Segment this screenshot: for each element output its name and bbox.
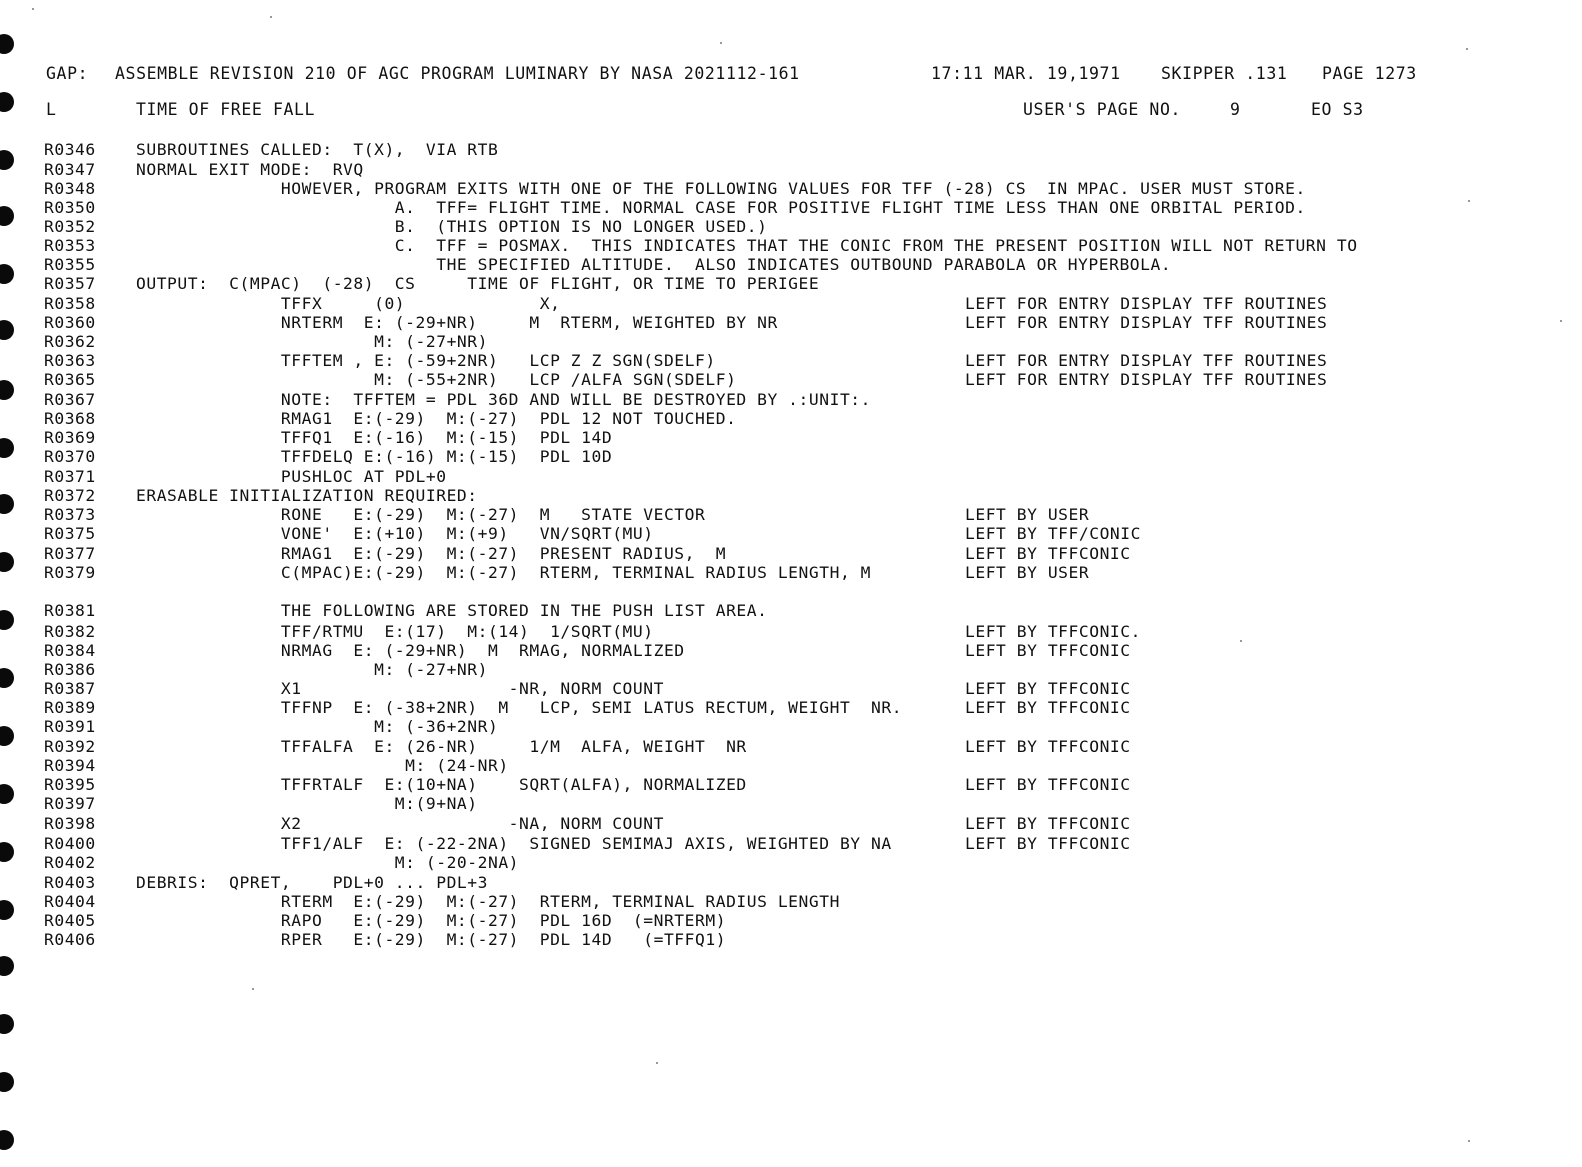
- line-number: R0375: [44, 524, 96, 543]
- line-number: R0346: [44, 140, 96, 159]
- listing-line: [44, 775, 1544, 795]
- listing-line: [44, 217, 1544, 237]
- listing-line: [44, 179, 1544, 199]
- binder-hole: [0, 1130, 14, 1150]
- line-comment: LEFT BY TFFCONIC: [965, 679, 1131, 698]
- binder-hole: [0, 92, 14, 112]
- line-number: R0379: [44, 563, 96, 582]
- line-text: M: (-36+2NR): [136, 717, 499, 736]
- listing-line: [44, 370, 1544, 390]
- line-text: X2 -NA, NORM COUNT: [136, 814, 664, 833]
- line-text: VONE' E:(+10) M:(+9) VN/SQRT(MU): [136, 524, 654, 543]
- line-text: RPER E:(-29) M:(-27) PDL 14D (=TFFQ1): [136, 930, 727, 949]
- line-text: NOTE: TFFTEM = PDL 36D AND WILL BE DESTROYED BY .:UNIT:.: [136, 390, 872, 409]
- line-text: C. TFF = POSMAX. THIS INDICATES THAT THE CONIC FROM THE PRESENT POSITION WILL NOT RETURN TO: [136, 236, 1358, 255]
- listing-line: [44, 563, 1544, 583]
- speck: [32, 8, 34, 10]
- binder-hole: [0, 726, 14, 746]
- line-comment: LEFT BY TFF/CONIC: [965, 524, 1141, 543]
- speck: [1466, 48, 1468, 50]
- line-number: R0403: [44, 873, 96, 892]
- line-number: R0400: [44, 834, 96, 853]
- line-text: M: (-55+2NR) LCP /ALFA SGN(SDELF): [136, 370, 737, 389]
- line-text: TFFX (0) X,: [136, 294, 561, 313]
- line-number: R0367: [44, 390, 96, 409]
- speck: [252, 988, 254, 990]
- listing-line: [44, 467, 1544, 487]
- line-number: R0347: [44, 160, 96, 179]
- listing-line: [44, 313, 1544, 333]
- line-text: TFFTEM , E: (-59+2NR) LCP Z Z SGN(SDELF): [136, 351, 716, 370]
- listing-line: [44, 332, 1544, 352]
- binder-hole: [0, 784, 14, 804]
- line-number: R0352: [44, 217, 96, 236]
- line-number: R0384: [44, 641, 96, 660]
- listing-line: [44, 853, 1544, 873]
- line-text: M: (-27+NR): [136, 660, 488, 679]
- line-text: TFF/RTMU E:(17) M:(14) 1/SQRT(MU): [136, 622, 654, 641]
- speck: [1468, 1140, 1470, 1142]
- line-text: TFFNP E: (-38+2NR) M LCP, SEMI LATUS RECTUM, WEIGHT NR.: [136, 698, 903, 717]
- line-text: SUBROUTINES CALLED: T(X), VIA RTB: [136, 140, 499, 159]
- line-text: B. (THIS OPTION IS NO LONGER USED.): [136, 217, 768, 236]
- listing-line: [44, 294, 1544, 314]
- line-text: M:(9+NA): [136, 794, 478, 813]
- line-text: RONE E:(-29) M:(-27) M STATE VECTOR: [136, 505, 706, 524]
- line-comment: LEFT BY TFFCONIC: [965, 544, 1131, 563]
- listing-line: [44, 814, 1544, 834]
- mark: L: [46, 100, 57, 119]
- section-header: [46, 100, 1546, 122]
- line-text: NRMAG E: (-29+NR) M RMAG, NORMALIZED: [136, 641, 685, 660]
- binder-hole: [0, 34, 14, 54]
- binder-hole: [0, 320, 14, 340]
- listing-line: [44, 717, 1544, 737]
- line-comment: LEFT BY TFFCONIC: [965, 737, 1131, 756]
- listing-line: [44, 409, 1544, 429]
- line-comment: LEFT BY TFFCONIC.: [965, 622, 1141, 641]
- line-comment: LEFT BY TFFCONIC: [965, 698, 1131, 717]
- binder-hole: [0, 264, 14, 284]
- listing-line: [44, 834, 1544, 854]
- line-text: OUTPUT: C(MPAC) (-28) CS TIME OF FLIGHT, OR TIME TO PERIGEE: [136, 274, 820, 293]
- line-number: R0406: [44, 930, 96, 949]
- line-text: NRTERM E: (-29+NR) M RTERM, WEIGHTED BY NR: [136, 313, 778, 332]
- binder-hole: [0, 150, 14, 170]
- line-number: R0357: [44, 274, 96, 293]
- line-number: R0368: [44, 409, 96, 428]
- speck: [656, 1062, 658, 1064]
- listing-line: [44, 873, 1544, 893]
- line-text: TFFALFA E: (26-NR) 1/M ALFA, WEIGHT NR: [136, 737, 747, 756]
- listing-line: [44, 140, 1544, 160]
- listing-line: [44, 160, 1544, 180]
- binder-hole: [0, 842, 14, 862]
- listing-title: ASSEMBLE REVISION 210 OF AGC PROGRAM LUMINARY BY NASA 2021112-161: [115, 64, 800, 83]
- binder-hole: [0, 610, 14, 630]
- line-comment: LEFT BY TFFCONIC: [965, 814, 1131, 833]
- line-number: R0382: [44, 622, 96, 641]
- line-number: R0370: [44, 447, 96, 466]
- speck: [1560, 320, 1562, 322]
- listing-line: [44, 505, 1544, 525]
- listing-line: [44, 756, 1544, 776]
- listing-line: [44, 428, 1544, 448]
- listing-line: [44, 255, 1544, 275]
- timestamp: 17:11 MAR. 19,1971: [931, 64, 1121, 83]
- speck: [270, 16, 272, 18]
- listing-line: [44, 660, 1544, 680]
- binder-hole: [0, 552, 14, 572]
- line-number: R0404: [44, 892, 96, 911]
- line-text: ERASABLE INITIALIZATION REQUIRED:: [136, 486, 478, 505]
- line-number: R0386: [44, 660, 96, 679]
- line-text: M: (-27+NR): [136, 332, 488, 351]
- line-text: RMAG1 E:(-29) M:(-27) PRESENT RADIUS, M: [136, 544, 727, 563]
- user-page-label: USER'S PAGE NO.: [1023, 100, 1182, 119]
- binder-hole: [0, 1072, 14, 1092]
- line-comment: LEFT BY USER: [965, 505, 1090, 524]
- line-text: THE SPECIFIED ALTITUDE. ALSO INDICATES OUTBOUND PARABOLA OR HYPERBOLA.: [136, 255, 1172, 274]
- line-number: R0398: [44, 814, 96, 833]
- line-number: R0350: [44, 198, 96, 217]
- line-number: R0373: [44, 505, 96, 524]
- line-text: RMAG1 E:(-29) M:(-27) PDL 12 NOT TOUCHED.: [136, 409, 737, 428]
- listing-line: [44, 601, 1544, 621]
- line-comment: LEFT BY TFFCONIC: [965, 641, 1131, 660]
- line-number: R0363: [44, 351, 96, 370]
- line-number: R0402: [44, 853, 96, 872]
- line-text: M: (-20-2NA): [136, 853, 520, 872]
- listing-line: [44, 930, 1544, 950]
- binder-hole: [0, 900, 14, 920]
- line-text: RTERM E:(-29) M:(-27) RTERM, TERMINAL RADIUS LENGTH: [136, 892, 840, 911]
- listing-line: [44, 236, 1544, 256]
- section-title: TIME OF FREE FALL: [136, 100, 316, 119]
- line-text: M: (24-NR): [136, 756, 509, 775]
- binder-hole: [0, 438, 14, 458]
- line-number: R0348: [44, 179, 96, 198]
- listing-line: [44, 911, 1544, 931]
- line-text: TFFDELQ E:(-16) M:(-15) PDL 10D: [136, 447, 613, 466]
- line-number: R0395: [44, 775, 96, 794]
- line-comment: LEFT BY USER: [965, 563, 1090, 582]
- line-text: A. TFF= FLIGHT TIME. NORMAL CASE FOR POSITIVE FLIGHT TIME LESS THAN ONE ORBITAL PERIOD.: [136, 198, 1306, 217]
- listing-line: [44, 390, 1544, 410]
- line-number: R0405: [44, 911, 96, 930]
- line-comment: LEFT FOR ENTRY DISPLAY TFF ROUTINES: [965, 294, 1328, 313]
- line-text: HOWEVER, PROGRAM EXITS WITH ONE OF THE FOLLOWING VALUES FOR TFF (-28) CS IN MPAC. USER MUST STORE.: [136, 179, 1306, 198]
- binder-hole: [0, 494, 14, 514]
- line-text: TFF1/ALF E: (-22-2NA) SIGNED SEMIMAJ AXIS, WEIGHTED BY NA: [136, 834, 892, 853]
- listing-line: [44, 892, 1544, 912]
- line-comment: LEFT FOR ENTRY DISPLAY TFF ROUTINES: [965, 370, 1328, 389]
- binder-hole: [0, 956, 14, 976]
- page-header: [46, 64, 1546, 86]
- listing-line: [44, 486, 1544, 506]
- line-number: R0362: [44, 332, 96, 351]
- listing-line: [44, 524, 1544, 544]
- line-number: R0369: [44, 428, 96, 447]
- line-number: R0371: [44, 467, 96, 486]
- binder-hole: [0, 380, 14, 400]
- speck: [720, 42, 722, 44]
- listing-line: [44, 447, 1544, 467]
- listing-line: [44, 622, 1544, 642]
- line-number: R0389: [44, 698, 96, 717]
- assembler-label: GAP:: [46, 64, 89, 83]
- line-number: R0392: [44, 737, 96, 756]
- line-comment: LEFT FOR ENTRY DISPLAY TFF ROUTINES: [965, 351, 1328, 370]
- page-number: PAGE 1273: [1322, 64, 1417, 83]
- line-text: TFFRTALF E:(10+NA) SQRT(ALFA), NORMALIZED: [136, 775, 747, 794]
- line-number: R0394: [44, 756, 96, 775]
- listing-line: [44, 737, 1544, 757]
- line-number: R0381: [44, 601, 96, 620]
- line-text: PUSHLOC AT PDL+0: [136, 467, 447, 486]
- line-comment: LEFT BY TFFCONIC: [965, 834, 1131, 853]
- line-text: X1 -NR, NORM COUNT: [136, 679, 664, 698]
- listing-line: [44, 198, 1544, 218]
- line-number: R0377: [44, 544, 96, 563]
- listing-line: [44, 351, 1544, 371]
- line-number: R0397: [44, 794, 96, 813]
- listing-line: [44, 641, 1544, 661]
- listing-line: [44, 544, 1544, 564]
- line-text: THE FOLLOWING ARE STORED IN THE PUSH LIST AREA.: [136, 601, 768, 620]
- line-number: R0353: [44, 236, 96, 255]
- binder-hole: [0, 668, 14, 688]
- user-page-number: 9: [1230, 100, 1241, 119]
- line-text: C(MPAC)E:(-29) M:(-27) RTERM, TERMINAL RADIUS LENGTH, M: [136, 563, 872, 582]
- binder-hole: [0, 206, 14, 226]
- line-comment: LEFT BY TFFCONIC: [965, 775, 1131, 794]
- line-number: R0387: [44, 679, 96, 698]
- line-number: R0365: [44, 370, 96, 389]
- line-comment: LEFT FOR ENTRY DISPLAY TFF ROUTINES: [965, 313, 1328, 332]
- line-number: R0391: [44, 717, 96, 736]
- line-number: R0358: [44, 294, 96, 313]
- line-text: TFFQ1 E:(-16) M:(-15) PDL 14D: [136, 428, 613, 447]
- binder-hole: [0, 1014, 14, 1034]
- operator: SKIPPER .131: [1161, 64, 1288, 83]
- section-code: EO S3: [1311, 100, 1364, 119]
- line-text: RAPO E:(-29) M:(-27) PDL 16D (=NRTERM): [136, 911, 727, 930]
- listing-line: [44, 698, 1544, 718]
- listing-line: [44, 274, 1544, 294]
- listing-line: [44, 794, 1544, 814]
- line-number: R0360: [44, 313, 96, 332]
- line-text: DEBRIS: QPRET, PDL+0 ... PDL+3: [136, 873, 488, 892]
- line-number: R0372: [44, 486, 96, 505]
- listing-line: [44, 679, 1544, 699]
- line-text: NORMAL EXIT MODE: RVQ: [136, 160, 364, 179]
- line-number: R0355: [44, 255, 96, 274]
